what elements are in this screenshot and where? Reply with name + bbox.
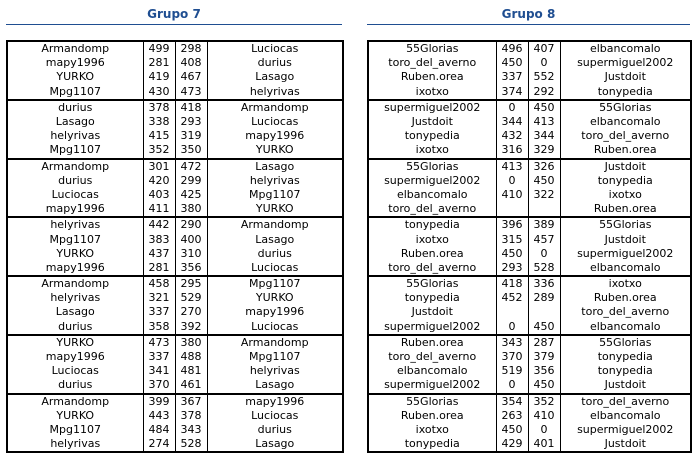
- home-player: YURKO: [56, 246, 95, 260]
- home-score: 429: [496, 437, 528, 452]
- match-row: [7, 232, 343, 246]
- away-player: Mpg1107: [249, 187, 301, 201]
- home-score: 370: [496, 350, 528, 364]
- home-score: 281: [143, 261, 175, 276]
- match-row: [368, 56, 691, 70]
- away-score: 400: [175, 232, 207, 246]
- home-player: Mpg1107: [49, 422, 101, 436]
- home-player: Armandomp: [41, 42, 110, 56]
- away-score: 408: [175, 56, 207, 70]
- match-row: [7, 217, 343, 232]
- home-player: elbancomalo: [396, 187, 468, 201]
- away-player: Armandomp: [207, 100, 343, 115]
- away-score: 350: [175, 143, 207, 158]
- match-row: [368, 232, 691, 246]
- home-score: 315: [496, 232, 528, 246]
- home-score: 383: [143, 232, 175, 246]
- match-row: [368, 394, 691, 409]
- match-row: [368, 159, 691, 174]
- away-score: 378: [175, 409, 207, 423]
- home-player: Justdoit: [411, 305, 453, 319]
- group-7-panel: [6, 0, 342, 453]
- match-row: [368, 174, 691, 188]
- away-player: Lasago: [255, 437, 295, 451]
- home-score: 354: [496, 394, 528, 409]
- away-player: toro_del_averno: [560, 394, 691, 409]
- away-score: 295: [175, 276, 207, 291]
- match-row: [7, 41, 343, 56]
- home-score: 443: [143, 409, 175, 423]
- home-player: Lasago: [55, 115, 95, 129]
- away-player: Luciocas: [251, 260, 299, 274]
- away-score: [528, 305, 560, 319]
- home-player: YURKO: [56, 70, 95, 84]
- home-player: Armandomp: [7, 276, 143, 291]
- home-player: toro_del_averno: [388, 56, 477, 70]
- home-score: 337: [496, 70, 528, 84]
- home-score: 432: [496, 129, 528, 143]
- away-score: 310: [175, 247, 207, 261]
- away-score: 461: [175, 378, 207, 393]
- home-score: 458: [143, 276, 175, 291]
- away-score: 367: [175, 394, 207, 409]
- home-score: 0: [496, 378, 528, 393]
- home-score: 410: [496, 188, 528, 202]
- home-score: 0: [496, 174, 528, 188]
- away-score: 481: [175, 364, 207, 378]
- away-score: 528: [528, 261, 560, 276]
- match-row: [368, 320, 691, 335]
- match-row: [7, 423, 343, 437]
- away-player: supermiguel2002: [577, 246, 674, 260]
- away-player: helyrivas: [249, 364, 300, 378]
- home-score: 450: [496, 247, 528, 261]
- away-player: Justdoit: [604, 70, 646, 84]
- away-score: 529: [175, 291, 207, 305]
- away-score: 450: [528, 378, 560, 393]
- away-player: Armandomp: [207, 335, 343, 350]
- home-score: 418: [496, 276, 528, 291]
- home-player: helyrivas: [7, 217, 143, 232]
- home-player: Ruben.orea: [400, 408, 464, 422]
- away-score: 0: [528, 56, 560, 70]
- away-score: 389: [528, 217, 560, 232]
- away-player: Justdoit: [604, 232, 646, 246]
- match-row: [7, 409, 343, 423]
- home-score: 0: [496, 100, 528, 115]
- away-player: elbancomalo: [589, 42, 661, 56]
- away-player: supermiguel2002: [577, 56, 674, 70]
- away-score: 379: [528, 350, 560, 364]
- away-player: 55Glorias: [560, 100, 691, 115]
- away-score: 293: [175, 115, 207, 129]
- home-player: elbancomalo: [396, 364, 468, 378]
- home-player: mapy1996: [45, 260, 105, 274]
- away-score: 292: [528, 85, 560, 100]
- away-player: elbancomalo: [589, 319, 661, 333]
- away-player: elbancomalo: [589, 260, 661, 274]
- away-score: 290: [175, 217, 207, 232]
- away-player: 55Glorias: [560, 335, 691, 350]
- home-player: durius: [7, 100, 143, 115]
- away-score: 552: [528, 70, 560, 84]
- away-score: 401: [528, 437, 560, 452]
- away-score: 352: [528, 394, 560, 409]
- away-score: 322: [528, 188, 560, 202]
- away-player: Armandomp: [207, 217, 343, 232]
- home-score: 343: [496, 335, 528, 350]
- match-row: [368, 378, 691, 393]
- away-score: 319: [175, 129, 207, 143]
- match-row: [368, 202, 691, 217]
- away-player: tonypedia: [597, 364, 653, 378]
- away-score: 488: [175, 350, 207, 364]
- group-8-results-table: [367, 40, 692, 453]
- home-player: Armandomp: [7, 159, 143, 174]
- home-score: 420: [143, 174, 175, 188]
- home-score: 281: [143, 56, 175, 70]
- home-score: 415: [143, 129, 175, 143]
- match-row: [7, 174, 343, 188]
- home-player: durius: [58, 378, 93, 392]
- away-score: 450: [528, 174, 560, 188]
- away-player: durius: [257, 422, 292, 436]
- home-score: 437: [143, 247, 175, 261]
- match-row: [7, 305, 343, 319]
- away-player: mapy1996: [245, 129, 305, 143]
- home-player: helyrivas: [50, 291, 101, 305]
- away-player: Justdoit: [604, 378, 646, 392]
- home-score: 450: [496, 423, 528, 437]
- home-score: 419: [143, 70, 175, 84]
- away-score: 473: [175, 85, 207, 100]
- away-player: tonypedia: [597, 84, 653, 98]
- home-player: Justdoit: [411, 115, 453, 129]
- home-score: 378: [143, 100, 175, 115]
- home-score: 499: [143, 41, 175, 56]
- home-player: supermiguel2002: [384, 378, 481, 392]
- home-score: 301: [143, 159, 175, 174]
- home-score: 374: [496, 85, 528, 100]
- match-row: [7, 85, 343, 100]
- away-player: tonypedia: [597, 350, 653, 364]
- away-score: 472: [175, 159, 207, 174]
- home-score: 396: [496, 217, 528, 232]
- home-score: 316: [496, 143, 528, 158]
- home-player: toro_del_averno: [388, 202, 477, 216]
- match-row: [368, 85, 691, 100]
- home-score: 452: [496, 291, 528, 305]
- home-player: supermiguel2002: [368, 100, 496, 115]
- away-score: 410: [528, 409, 560, 423]
- home-score: 370: [143, 378, 175, 393]
- home-player: helyrivas: [50, 437, 101, 451]
- away-score: 457: [528, 232, 560, 246]
- away-score: 528: [175, 437, 207, 452]
- home-player: 55Glorias: [368, 159, 496, 174]
- away-player: Ruben.orea: [593, 202, 657, 216]
- home-score: 344: [496, 115, 528, 129]
- match-row: [7, 378, 343, 393]
- away-score: 467: [175, 70, 207, 84]
- home-player: Mpg1107: [49, 84, 101, 98]
- home-score: 0: [496, 320, 528, 335]
- match-row: [368, 291, 691, 305]
- away-player: supermiguel2002: [577, 422, 674, 436]
- home-score: 430: [143, 85, 175, 100]
- away-player: durius: [257, 246, 292, 260]
- away-score: 356: [528, 364, 560, 378]
- away-score: [528, 202, 560, 217]
- home-player: ixotxo: [415, 143, 449, 157]
- away-score: 380: [175, 202, 207, 217]
- away-score: 413: [528, 115, 560, 129]
- away-score: 392: [175, 320, 207, 335]
- group-8-panel: [367, 0, 690, 453]
- match-row: [368, 423, 691, 437]
- match-row: [368, 276, 691, 291]
- away-score: 0: [528, 247, 560, 261]
- match-row: [368, 129, 691, 143]
- home-score: 411: [143, 202, 175, 217]
- home-player: Lasago: [55, 305, 95, 319]
- home-score: 337: [143, 350, 175, 364]
- away-player: Luciocas: [251, 42, 299, 56]
- match-row: [7, 350, 343, 364]
- home-player: Ruben.orea: [368, 335, 496, 350]
- home-player: 55Glorias: [406, 42, 459, 56]
- home-score: 358: [143, 320, 175, 335]
- home-player: supermiguel2002: [384, 173, 481, 187]
- away-player: durius: [257, 56, 292, 70]
- match-row: [7, 56, 343, 70]
- away-player: ixotxo: [560, 276, 691, 291]
- away-player: 55Glorias: [560, 217, 691, 232]
- match-row: [7, 100, 343, 115]
- home-score: 403: [143, 188, 175, 202]
- away-player: Lasago: [255, 378, 295, 392]
- home-score: 321: [143, 291, 175, 305]
- match-row: [7, 320, 343, 335]
- match-row: [368, 437, 691, 452]
- away-player: helyrivas: [249, 173, 300, 187]
- match-row: [7, 276, 343, 291]
- home-score: 293: [496, 261, 528, 276]
- match-row: [7, 261, 343, 276]
- group-7-results-table: [6, 40, 344, 453]
- away-player: Luciocas: [251, 115, 299, 129]
- home-score: 442: [143, 217, 175, 232]
- away-player: Justdoit: [560, 159, 691, 174]
- away-player: toro_del_averno: [581, 305, 670, 319]
- group-7-title: Grupo 7: [147, 7, 201, 21]
- match-row: [368, 335, 691, 350]
- home-score: 519: [496, 364, 528, 378]
- home-player: Armandomp: [7, 394, 143, 409]
- home-player: toro_del_averno: [388, 350, 477, 364]
- home-score: 352: [143, 143, 175, 158]
- away-player: Lasago: [255, 232, 295, 246]
- home-player: Ruben.orea: [400, 246, 464, 260]
- away-player: toro_del_averno: [581, 129, 670, 143]
- away-player: Justdoit: [604, 437, 646, 451]
- away-score: 0: [528, 423, 560, 437]
- home-player: tonypedia: [368, 217, 496, 232]
- group-8-title-underline: [367, 24, 690, 25]
- away-player: Mpg1107: [249, 350, 301, 364]
- away-score: 450: [528, 320, 560, 335]
- away-score: 299: [175, 174, 207, 188]
- home-score: 399: [143, 394, 175, 409]
- home-player: Ruben.orea: [400, 70, 464, 84]
- home-player: mapy1996: [45, 202, 105, 216]
- away-score: 270: [175, 305, 207, 319]
- home-player: YURKO: [7, 335, 143, 350]
- match-row: [368, 305, 691, 319]
- home-score: 338: [143, 115, 175, 129]
- match-row: [7, 394, 343, 409]
- home-score: [496, 305, 528, 319]
- away-player: tonypedia: [597, 173, 653, 187]
- home-player: tonypedia: [404, 291, 460, 305]
- away-score: 356: [175, 261, 207, 276]
- away-score: 450: [528, 100, 560, 115]
- match-row: [368, 115, 691, 129]
- away-player: helyrivas: [249, 84, 300, 98]
- home-player: 55Glorias: [368, 276, 496, 291]
- home-score: 496: [496, 41, 528, 56]
- away-score: 344: [528, 129, 560, 143]
- away-player: mapy1996: [245, 305, 305, 319]
- home-player: tonypedia: [404, 437, 460, 451]
- home-player: Mpg1107: [49, 232, 101, 246]
- home-score: 450: [496, 56, 528, 70]
- match-row: [368, 143, 691, 158]
- home-player: YURKO: [56, 408, 95, 422]
- home-score: 484: [143, 423, 175, 437]
- home-score: 337: [143, 305, 175, 319]
- home-player: ixotxo: [415, 84, 449, 98]
- away-player: Lasago: [207, 159, 343, 174]
- away-score: 418: [175, 100, 207, 115]
- match-row: [368, 247, 691, 261]
- home-player: toro_del_averno: [388, 260, 477, 274]
- away-player: YURKO: [255, 202, 294, 216]
- away-score: 329: [528, 143, 560, 158]
- away-score: 407: [528, 41, 560, 56]
- away-player: elbancomalo: [589, 115, 661, 129]
- match-row: [368, 70, 691, 84]
- home-score: 263: [496, 409, 528, 423]
- away-score: 287: [528, 335, 560, 350]
- match-row: [368, 261, 691, 276]
- away-score: 425: [175, 188, 207, 202]
- match-row: [7, 202, 343, 217]
- match-row: [368, 41, 691, 56]
- match-row: [7, 188, 343, 202]
- match-row: [7, 70, 343, 84]
- away-player: YURKO: [255, 291, 294, 305]
- away-player: Mpg1107: [207, 276, 343, 291]
- away-player: Ruben.orea: [593, 143, 657, 157]
- match-row: [368, 350, 691, 364]
- home-player: 55Glorias: [368, 394, 496, 409]
- match-row: [7, 335, 343, 350]
- match-row: [368, 409, 691, 423]
- match-row: [7, 115, 343, 129]
- away-player: ixotxo: [608, 187, 642, 201]
- home-player: supermiguel2002: [384, 319, 481, 333]
- home-score: [496, 202, 528, 217]
- match-row: [368, 217, 691, 232]
- group-7-title-underline: [6, 24, 342, 25]
- away-score: 326: [528, 159, 560, 174]
- match-row: [7, 437, 343, 452]
- away-player: Luciocas: [251, 319, 299, 333]
- away-player: mapy1996: [207, 394, 343, 409]
- home-player: durius: [58, 319, 93, 333]
- match-row: [7, 143, 343, 158]
- home-player: helyrivas: [50, 129, 101, 143]
- match-row: [7, 159, 343, 174]
- away-score: 298: [175, 41, 207, 56]
- away-score: 336: [528, 276, 560, 291]
- home-player: ixotxo: [415, 422, 449, 436]
- match-row: [7, 291, 343, 305]
- match-row: [7, 129, 343, 143]
- home-score: 413: [496, 159, 528, 174]
- home-score: 341: [143, 364, 175, 378]
- home-player: Luciocas: [51, 187, 99, 201]
- match-row: [368, 100, 691, 115]
- away-score: 289: [528, 291, 560, 305]
- home-player: tonypedia: [404, 129, 460, 143]
- away-player: Luciocas: [251, 408, 299, 422]
- group-8-title: Grupo 8: [501, 7, 556, 21]
- home-score: 473: [143, 335, 175, 350]
- home-player: ixotxo: [415, 232, 449, 246]
- match-row: [7, 247, 343, 261]
- home-score: 274: [143, 437, 175, 452]
- away-player: Lasago: [255, 70, 295, 84]
- home-player: mapy1996: [45, 350, 105, 364]
- match-row: [368, 364, 691, 378]
- away-score: 380: [175, 335, 207, 350]
- home-player: durius: [58, 173, 93, 187]
- away-player: elbancomalo: [589, 408, 661, 422]
- match-row: [7, 364, 343, 378]
- home-player: Luciocas: [51, 364, 99, 378]
- home-player: Mpg1107: [49, 143, 101, 157]
- away-score: 343: [175, 423, 207, 437]
- away-player: Ruben.orea: [593, 291, 657, 305]
- away-player: YURKO: [255, 143, 294, 157]
- home-player: mapy1996: [45, 56, 105, 70]
- match-row: [368, 188, 691, 202]
